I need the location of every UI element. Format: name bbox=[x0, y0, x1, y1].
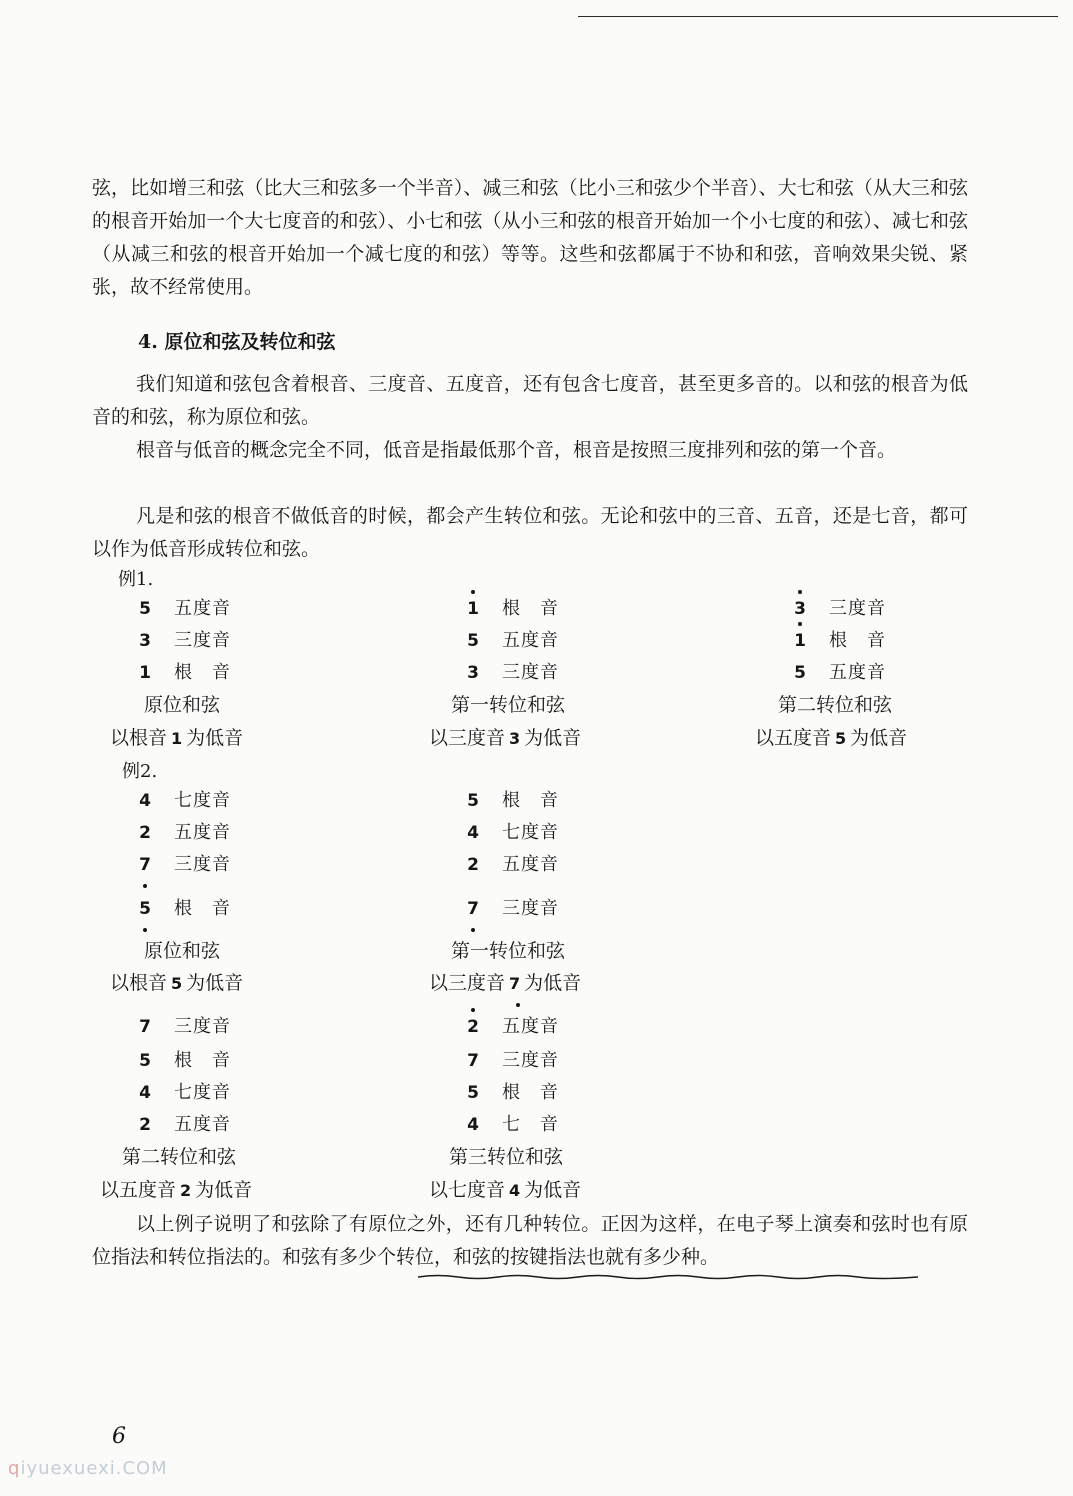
bass-caption: 以五度音 5 为低音 bbox=[755, 727, 908, 749]
note-row: 4 七度音 bbox=[139, 790, 231, 811]
bass-caption: 以五度音 2 为低音 bbox=[100, 1179, 253, 1201]
note-row: 3 三度音 bbox=[139, 630, 231, 651]
chord-caption: 原位和弦 bbox=[144, 940, 221, 962]
example-1-label: 例1. bbox=[118, 569, 154, 590]
note-row: 7 三度音 bbox=[464, 894, 559, 924]
paragraph-inversion: 凡是和弦的根音不做低音的时候，都会产生转位和弦。无论和弦中的三音、五音，还是七音，都可以作为低音形成转位和弦。 bbox=[92, 505, 968, 560]
note-row: 5 五度音 bbox=[467, 630, 559, 651]
site-watermark: qiyuexuexi.COM bbox=[8, 1458, 168, 1479]
handwritten-underline bbox=[418, 1273, 918, 1281]
note-row: 4 七度音 bbox=[467, 822, 559, 843]
note-row: 5 五度音 bbox=[139, 598, 231, 619]
bass-caption: 以三度音 3 为低音 bbox=[429, 727, 582, 749]
note-row: 4 七 音 bbox=[467, 1114, 559, 1135]
note-row: 3 三度音 bbox=[791, 594, 886, 624]
paragraph-root-vs-bass: 根音与低音的概念完全不同，低音是指最低那个音，根音是按照三度排列和弦的第一个音。 bbox=[136, 439, 897, 461]
note-row: 1 根 音 bbox=[139, 662, 231, 683]
section-heading: 4. 原位和弦及转位和弦 bbox=[138, 331, 336, 353]
chord-caption: 第二转位和弦 bbox=[122, 1146, 237, 1168]
note-row: 1 根 音 bbox=[464, 594, 559, 624]
note-row: 7 三度音 bbox=[139, 1016, 231, 1037]
conclusion-paragraph: 以上例子说明了和弦除了有原位之外，还有几种转位。正因为这样，在电子琴上演奏和弦时也有原位指法和转位指法的。和弦有多少个转位，和弦的按键指法也就有多少种。 bbox=[92, 1213, 968, 1268]
chord-caption: 第一转位和弦 bbox=[451, 940, 566, 962]
note-row: 5 根 音 bbox=[139, 1050, 231, 1071]
note-row: 3 三度音 bbox=[467, 662, 559, 683]
bass-caption: 以根音 5 为低音 bbox=[110, 972, 244, 994]
note-row: 5 五度音 bbox=[794, 662, 886, 683]
top-rule bbox=[578, 16, 1058, 17]
chord-caption: 第三转位和弦 bbox=[449, 1146, 564, 1168]
note-row: 2 五度音 bbox=[139, 822, 231, 843]
note-row: 7 三度音 bbox=[467, 1050, 559, 1071]
note-row: 5 根 音 bbox=[467, 790, 559, 811]
bass-caption: 以根音 1 为低音 bbox=[110, 727, 244, 749]
note-row: 5 根 音 bbox=[467, 1082, 559, 1103]
page-number: 6 bbox=[112, 1424, 126, 1449]
example-2-label: 例2. bbox=[122, 761, 158, 782]
bass-caption: 以三度音 7 为低音 bbox=[429, 968, 581, 999]
intro-paragraph: 弦，比如增三和弦（比大三和弦多一个半音）、减三和弦（比小三和弦少个半音）、大七和弦（从大三和弦的根音开始加一个大七度音的和弦）、小七和弦（从小三和弦的根音开始加一个小七度的和弦）、减七和弦（从减三和弦的根音开始加一个减七度的和弦）等等。这些和弦都属于不协和和弦，音响效果尖锐、紧张，故不经常使用。 bbox=[92, 177, 968, 298]
note-row: 2 五度音 bbox=[464, 1012, 559, 1042]
chord-caption: 第一转位和弦 bbox=[451, 694, 566, 716]
note-row: 1 根 音 bbox=[791, 626, 886, 656]
chord-caption: 原位和弦 bbox=[144, 694, 221, 716]
note-row: 5 根 音 bbox=[136, 894, 231, 924]
note-row: 7 三度音 bbox=[136, 850, 231, 880]
paragraph-root-position: 我们知道和弦包含着根音、三度音、五度音，还有包含七度音，甚至更多音的。以和弦的根音为低音的和弦，称为原位和弦。 bbox=[92, 373, 968, 428]
note-row: 2 五度音 bbox=[467, 854, 559, 875]
bass-caption: 以七度音 4 为低音 bbox=[429, 1179, 582, 1201]
chord-caption: 第二转位和弦 bbox=[778, 694, 893, 716]
note-row: 4 七度音 bbox=[139, 1082, 231, 1103]
note-row: 2 五度音 bbox=[139, 1114, 231, 1135]
